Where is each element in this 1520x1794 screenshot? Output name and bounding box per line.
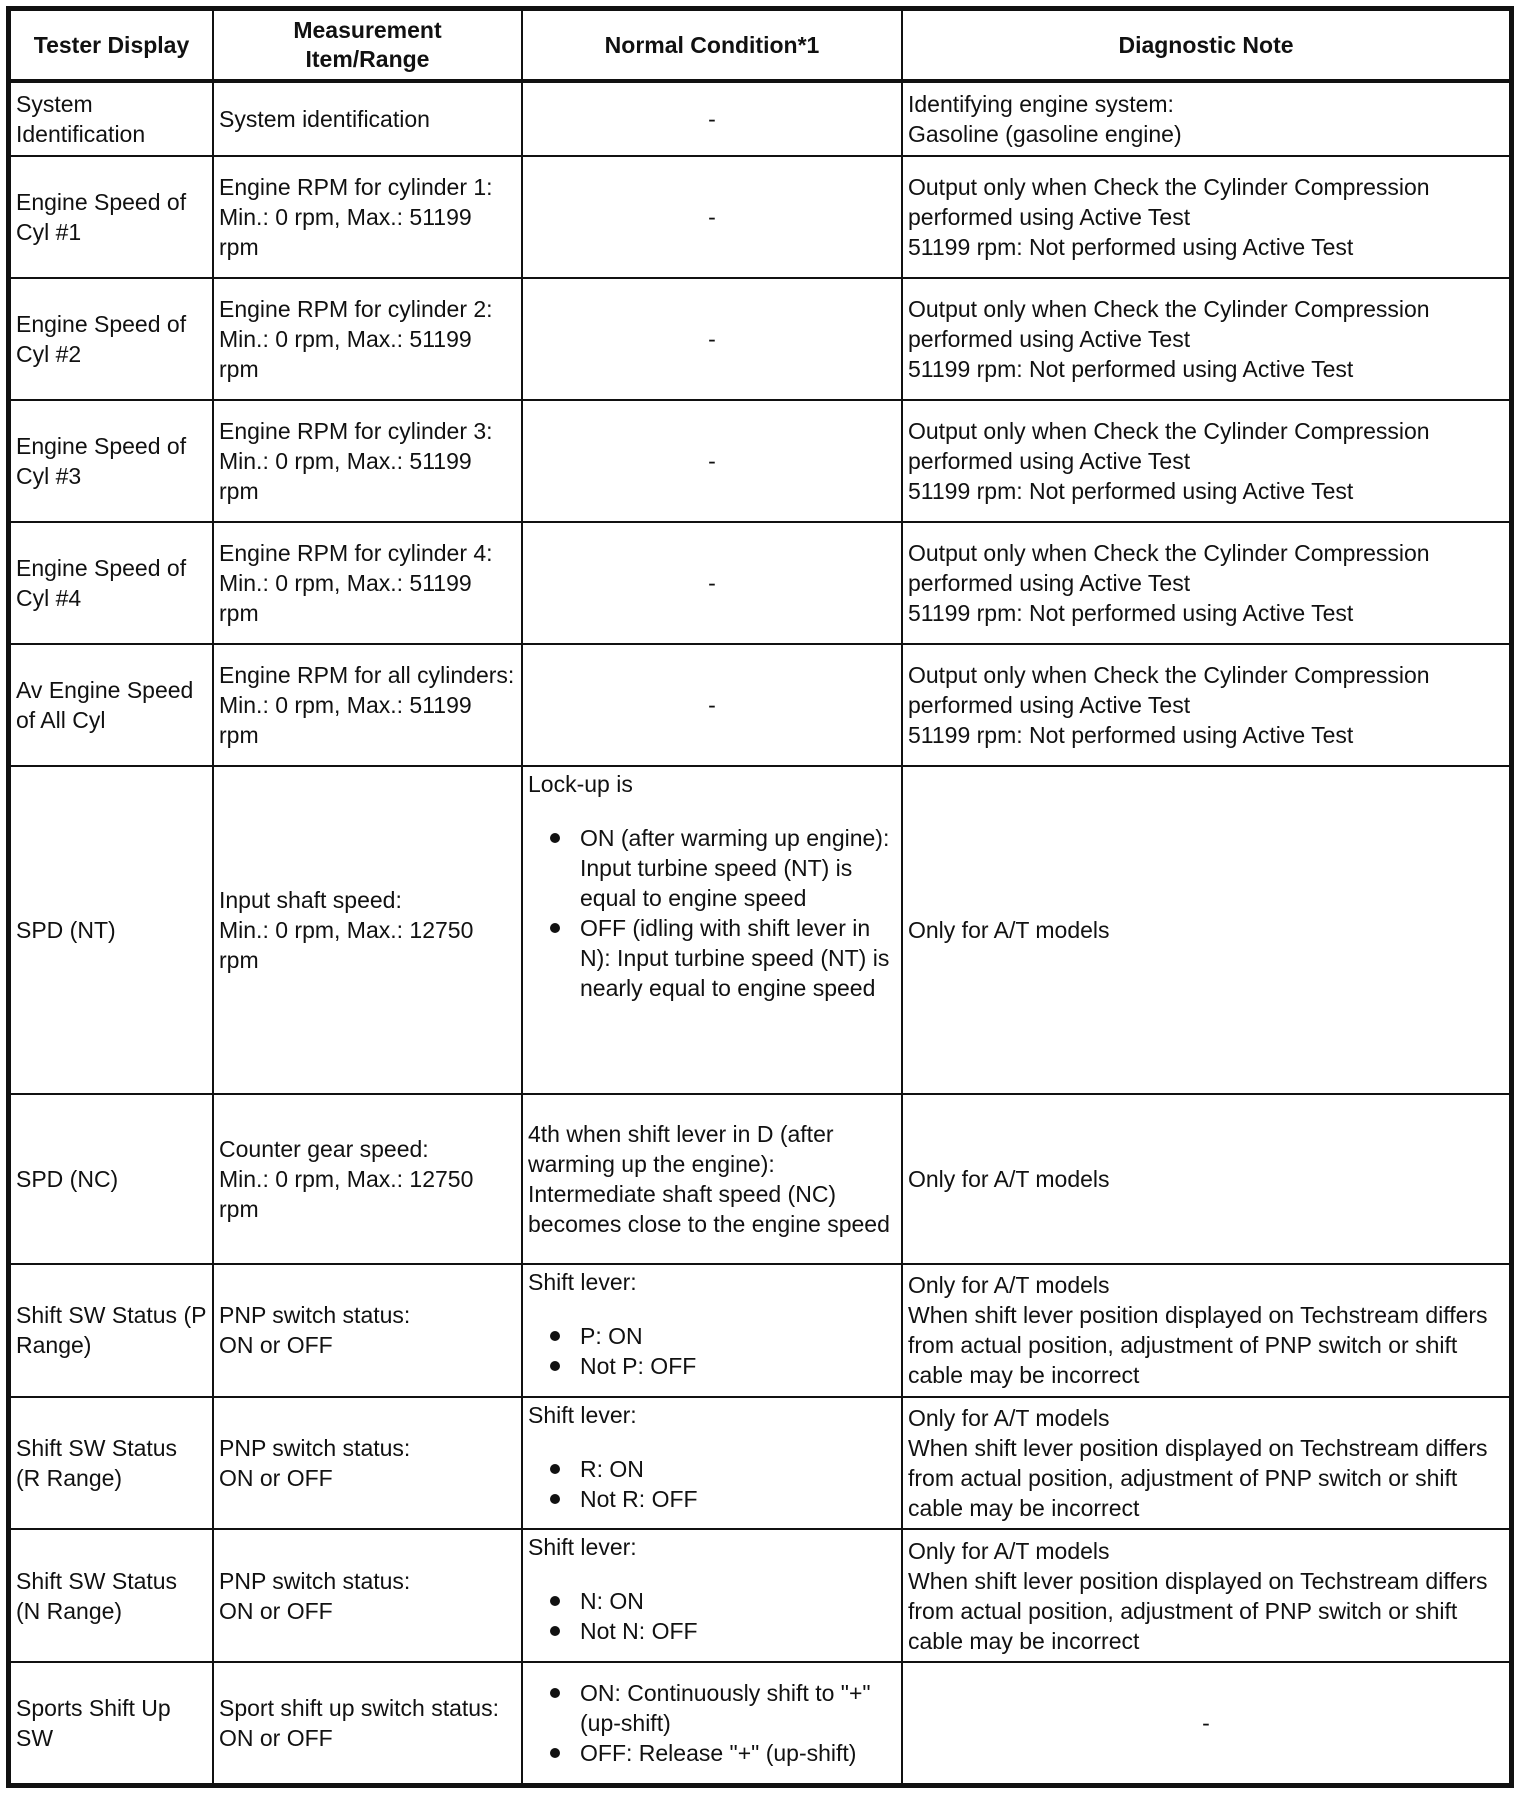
measurement-range-cell bbox=[213, 1662, 522, 1784]
table-row bbox=[10, 1397, 1510, 1530]
normal-condition-cell bbox=[522, 1094, 902, 1265]
diagnostic-note-cell bbox=[902, 522, 1510, 644]
normal-condition-list bbox=[528, 1321, 896, 1381]
table-row bbox=[10, 1264, 1510, 1397]
list-item: OFF: Release "+" (up-shift) bbox=[528, 1738, 896, 1768]
normal-condition-list bbox=[528, 1678, 896, 1768]
diagnostic-note-cell bbox=[902, 1094, 1510, 1265]
table-row bbox=[10, 644, 1510, 766]
measurement-range-cell-text: Input shaft speed: Min.: 0 rpm, Max.: 12750 rpm bbox=[219, 886, 474, 973]
normal-condition-text: Shift lever: bbox=[528, 1269, 637, 1296]
list-item: ON (after warming up engine): Input turbine speed (NT) is equal to engine speed bbox=[528, 823, 896, 913]
tester-display-cell bbox=[10, 278, 213, 400]
tester-display-cell-text: Engine Speed of Cyl #4 bbox=[16, 555, 187, 612]
tester-display-cell bbox=[10, 644, 213, 766]
diagnostic-note-cell bbox=[902, 1397, 1510, 1530]
list-item: Not P: OFF bbox=[528, 1351, 896, 1381]
list-item: N: ON bbox=[528, 1586, 896, 1616]
diagnostic-note-cell-text: Only for A/T models bbox=[908, 1165, 1110, 1192]
normal-condition-cell bbox=[522, 1397, 902, 1530]
list-item: ON: Continuously shift to "+" (up-shift) bbox=[528, 1678, 896, 1738]
tester-display-cell-text: Shift SW Status (N Range) bbox=[16, 1567, 178, 1624]
measurement-range-cell-text: PNP switch status: ON or OFF bbox=[219, 1434, 411, 1491]
diagnostic-note-cell bbox=[902, 278, 1510, 400]
tester-display-cell bbox=[10, 156, 213, 278]
tester-display-cell-text: Shift SW Status (P Range) bbox=[16, 1302, 207, 1359]
list-item: Not N: OFF bbox=[528, 1616, 896, 1646]
normal-condition-cell bbox=[522, 400, 902, 522]
normal-condition-text: - bbox=[708, 203, 716, 230]
header-normal-condition: Normal Condition*1 bbox=[522, 10, 902, 81]
tester-display-cell-text: Engine Speed of Cyl #3 bbox=[16, 432, 187, 489]
header-diagnostic-note: Diagnostic Note bbox=[902, 10, 1510, 81]
measurement-range-cell-text: Engine RPM for cylinder 3: Min.: 0 rpm, Max.: 51199 rpm bbox=[219, 417, 493, 504]
measurement-range-cell-text: PNP switch status: ON or OFF bbox=[219, 1567, 411, 1624]
table-row bbox=[10, 278, 1510, 400]
measurement-range-cell bbox=[213, 522, 522, 644]
diagnostic-note-cell-text: Output only when Check the Cylinder Compression performed using Active Test 51199 rpm: Not performed using Active Test bbox=[908, 417, 1430, 504]
data-list-table bbox=[9, 9, 1511, 1785]
tester-display-cell bbox=[10, 1094, 213, 1265]
list-item: Not R: OFF bbox=[528, 1484, 896, 1514]
measurement-range-cell-text: PNP switch status: ON or OFF bbox=[219, 1302, 411, 1359]
normal-condition-cell bbox=[522, 156, 902, 278]
list-item: P: ON bbox=[528, 1321, 896, 1351]
diagnostic-note-cell-text: Output only when Check the Cylinder Compression performed using Active Test 51199 rpm: Not performed using Active Test bbox=[908, 295, 1430, 382]
tester-display-cell bbox=[10, 400, 213, 522]
tester-display-cell-text: Engine Speed of Cyl #1 bbox=[16, 188, 187, 245]
diagnostic-note-cell-text: - bbox=[1202, 1709, 1210, 1736]
measurement-range-cell bbox=[213, 400, 522, 522]
measurement-range-cell-text: Engine RPM for all cylinders: Min.: 0 rpm, Max.: 51199 rpm bbox=[219, 662, 515, 749]
table-row bbox=[10, 522, 1510, 644]
diagnostic-note-cell bbox=[902, 766, 1510, 1093]
normal-condition-text: - bbox=[708, 325, 716, 352]
measurement-range-cell bbox=[213, 1264, 522, 1397]
diagnostic-note-cell bbox=[902, 644, 1510, 766]
list-item: OFF (idling with shift lever in N): Input turbine speed (NT) is nearly equal to engine speed bbox=[528, 913, 896, 1003]
tester-display-cell bbox=[10, 522, 213, 644]
normal-condition-list bbox=[528, 1586, 896, 1646]
normal-condition-cell bbox=[522, 1529, 902, 1662]
measurement-range-cell bbox=[213, 644, 522, 766]
measurement-range-cell bbox=[213, 766, 522, 1093]
normal-condition-text: 4th when shift lever in D (after warming up the engine): Intermediate shaft speed (NC) becomes close to the engine speed bbox=[528, 1120, 890, 1237]
list-item: R: ON bbox=[528, 1454, 896, 1484]
measurement-range-cell-text: Engine RPM for cylinder 4: Min.: 0 rpm, Max.: 51199 rpm bbox=[219, 540, 493, 627]
table-row bbox=[10, 1094, 1510, 1265]
tester-display-cell-text: Sports Shift Up SW bbox=[16, 1694, 171, 1751]
measurement-range-cell-text: System identification bbox=[219, 105, 430, 132]
measurement-range-cell bbox=[213, 1094, 522, 1265]
table-row bbox=[10, 1529, 1510, 1662]
data-list-table-frame bbox=[6, 6, 1514, 1788]
tester-display-cell bbox=[10, 1662, 213, 1784]
tester-display-cell bbox=[10, 1397, 213, 1530]
measurement-range-cell-text: Sport shift up switch status: ON or OFF bbox=[219, 1694, 499, 1751]
tester-display-cell-text: Shift SW Status (R Range) bbox=[16, 1434, 178, 1491]
measurement-range-cell bbox=[213, 278, 522, 400]
measurement-range-cell-text: Engine RPM for cylinder 1: Min.: 0 rpm, Max.: 51199 rpm bbox=[219, 173, 493, 260]
diagnostic-note-cell bbox=[902, 156, 1510, 278]
diagnostic-note-cell bbox=[902, 1264, 1510, 1397]
table-row bbox=[10, 400, 1510, 522]
header-tester-display: Tester Display bbox=[10, 10, 213, 81]
table-row bbox=[10, 81, 1510, 156]
table-row bbox=[10, 766, 1510, 1093]
tester-display-cell-text: System Identification bbox=[16, 90, 146, 147]
tester-display-cell-text: SPD (NT) bbox=[16, 916, 116, 943]
measurement-range-cell bbox=[213, 1529, 522, 1662]
measurement-range-cell bbox=[213, 81, 522, 156]
normal-condition-cell bbox=[522, 766, 902, 1093]
normal-condition-list bbox=[528, 823, 896, 1003]
normal-condition-cell bbox=[522, 1662, 902, 1784]
header-measurement-range: Measurement Item/Range bbox=[213, 10, 522, 81]
normal-condition-text: Lock-up is bbox=[528, 771, 633, 798]
diagnostic-note-cell-text: Output only when Check the Cylinder Compression performed using Active Test 51199 rpm: Not performed using Active Test bbox=[908, 173, 1430, 260]
diagnostic-note-cell-text: Output only when Check the Cylinder Compression performed using Active Test 51199 rpm: Not performed using Active Test bbox=[908, 662, 1430, 749]
measurement-range-cell bbox=[213, 1397, 522, 1530]
diagnostic-note-cell bbox=[902, 81, 1510, 156]
normal-condition-text: - bbox=[708, 570, 716, 597]
tester-display-cell bbox=[10, 1529, 213, 1662]
normal-condition-cell bbox=[522, 278, 902, 400]
tester-display-cell-text: SPD (NC) bbox=[16, 1165, 119, 1192]
tester-display-cell bbox=[10, 1264, 213, 1397]
diagnostic-note-cell-text: Only for A/T models When shift lever position displayed on Techstream differs from actual position, adjustment of PNP switch or shift cable may be incorrect bbox=[908, 1404, 1488, 1521]
header-row bbox=[10, 10, 1510, 81]
table-row bbox=[10, 1662, 1510, 1784]
normal-condition-list bbox=[528, 1454, 896, 1514]
diagnostic-note-cell-text: Only for A/T models When shift lever position displayed on Techstream differs from actual position, adjustment of PNP switch or shift cable may be incorrect bbox=[908, 1272, 1488, 1389]
normal-condition-cell bbox=[522, 644, 902, 766]
diagnostic-note-cell-text: Only for A/T models When shift lever position displayed on Techstream differs from actual position, adjustment of PNP switch or shift cable may be incorrect bbox=[908, 1537, 1488, 1654]
normal-condition-text: - bbox=[708, 692, 716, 719]
normal-condition-text: Shift lever: bbox=[528, 1534, 637, 1561]
normal-condition-cell bbox=[522, 522, 902, 644]
diagnostic-note-cell bbox=[902, 1529, 1510, 1662]
tester-display-cell-text: Engine Speed of Cyl #2 bbox=[16, 310, 187, 367]
normal-condition-cell bbox=[522, 1264, 902, 1397]
normal-condition-text: - bbox=[708, 105, 716, 132]
normal-condition-text: Shift lever: bbox=[528, 1401, 637, 1428]
diagnostic-note-cell-text: Identifying engine system: Gasoline (gasoline engine) bbox=[908, 90, 1182, 147]
diagnostic-note-cell-text: Only for A/T models bbox=[908, 916, 1110, 943]
measurement-range-cell-text: Engine RPM for cylinder 2: Min.: 0 rpm, Max.: 51199 rpm bbox=[219, 295, 493, 382]
tester-display-cell-text: Av Engine Speed of All Cyl bbox=[16, 677, 194, 734]
measurement-range-cell bbox=[213, 156, 522, 278]
normal-condition-text: - bbox=[708, 447, 716, 474]
normal-condition-cell bbox=[522, 81, 902, 156]
table-row bbox=[10, 156, 1510, 278]
diagnostic-note-cell bbox=[902, 400, 1510, 522]
diagnostic-note-cell-text: Output only when Check the Cylinder Compression performed using Active Test 51199 rpm: Not performed using Active Test bbox=[908, 540, 1430, 627]
tester-display-cell bbox=[10, 766, 213, 1093]
measurement-range-cell-text: Counter gear speed: Min.: 0 rpm, Max.: 12750 rpm bbox=[219, 1135, 474, 1222]
diagnostic-note-cell bbox=[902, 1662, 1510, 1784]
tester-display-cell bbox=[10, 81, 213, 156]
